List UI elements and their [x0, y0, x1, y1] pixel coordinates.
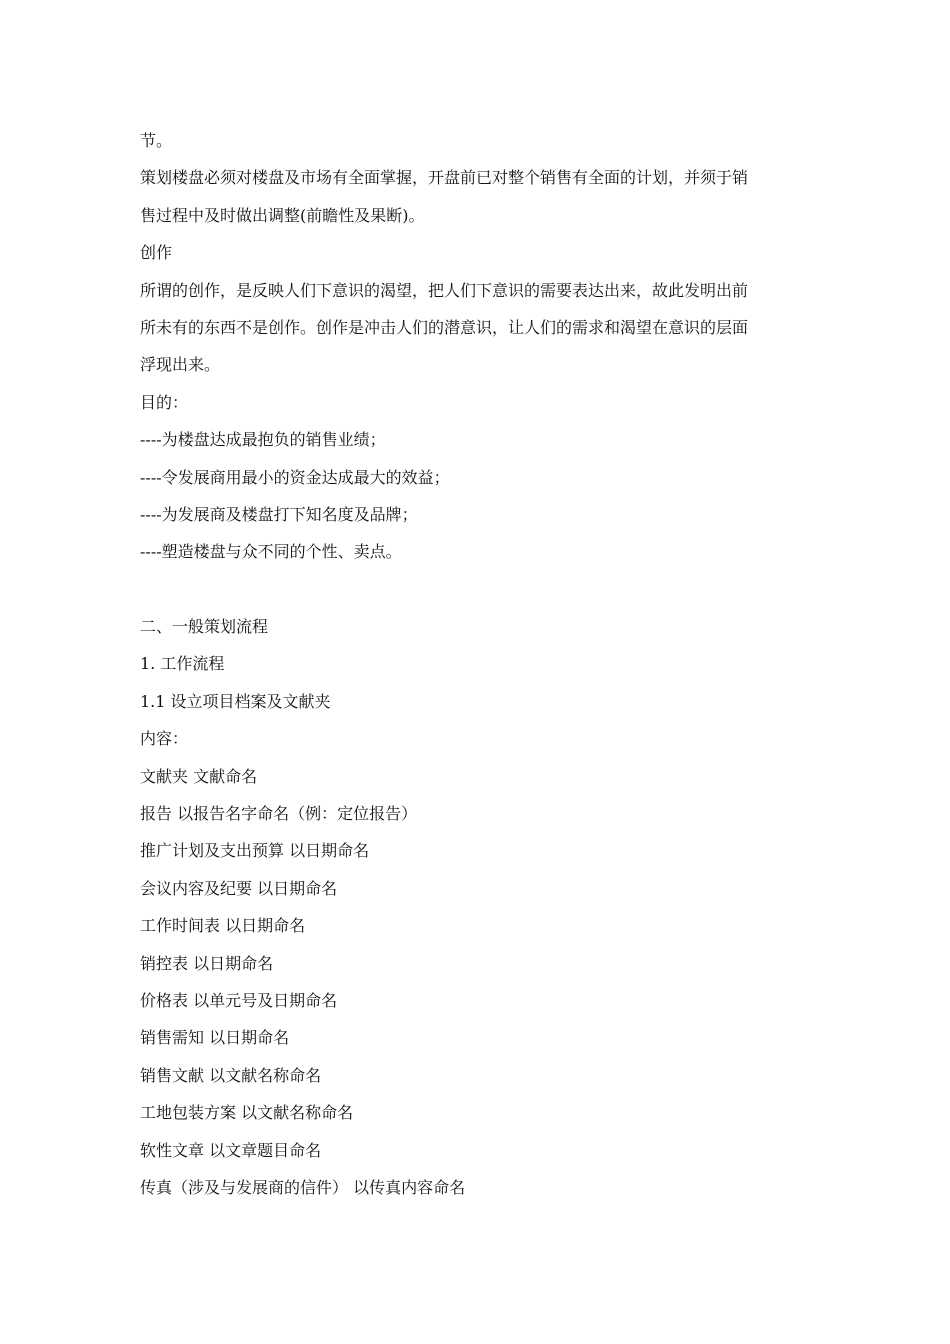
list-item: 软性文章 以文章题目命名 [140, 1140, 322, 1160]
list-item: ----为发展商及楼盘打下知名度及品牌； [140, 504, 418, 524]
text-line: 所谓的创作，是反映人们下意识的渴望，把人们下意识的需要表达出来，故此发明出前 [140, 280, 749, 300]
subsection-heading: 1. 工作流程 [140, 654, 225, 674]
list-item: 价格表 以单元号及日期命名 [140, 990, 338, 1010]
list-item: 销控表 以日期命名 [140, 953, 274, 973]
list-item: 推广计划及支出预算 以日期命名 [140, 841, 370, 861]
document-body [140, 128, 790, 1212]
blank-line [140, 577, 790, 614]
list-item: 传真（涉及与发展商的信件） 以传真内容命名 [140, 1177, 466, 1197]
list-item: 报告 以报告名字命名（例：定位报告） [140, 804, 418, 824]
list-item: 会议内容及纪要 以日期命名 [140, 878, 338, 898]
section-heading-creation: 创作 [140, 243, 173, 263]
list-item: ----为楼盘达成最抱负的销售业绩； [140, 430, 386, 450]
text-line: 所未有的东西不是创作。创作是冲击人们的潜意识，让人们的需求和渴望在意识的层面 [140, 317, 749, 337]
list-item: 文献夹 文献命名 [140, 766, 258, 786]
section-heading-purpose: 目的： [140, 392, 189, 412]
list-item: 工作时间表 以日期命名 [140, 916, 306, 936]
text-line: 策划楼盘必须对楼盘及市场有全面掌握，开盘前已对整个销售有全面的计划，并须于销 [140, 168, 749, 188]
subsection-heading: 1.1 设立项目档案及文献夹 [140, 691, 331, 711]
list-item: 销售文献 以文献名称命名 [140, 1065, 322, 1085]
list-item: ----塑造楼盘与众不同的个性、卖点。 [140, 542, 402, 562]
list-item: ----令发展商用最小的资金达成最大的效益； [140, 467, 450, 487]
text-line: 节。 [140, 131, 173, 150]
text-line: 售过程中及时做出调整(前瞻性及果断)。 [140, 205, 425, 225]
section-heading-process: 二、一般策划流程 [140, 617, 269, 637]
list-item: 工地包装方案 以文献名称命名 [140, 1103, 354, 1123]
list-item: 销售需知 以日期命名 [140, 1028, 290, 1048]
text-line: 浮现出来。 [140, 355, 221, 375]
text-line: 内容： [140, 729, 189, 749]
